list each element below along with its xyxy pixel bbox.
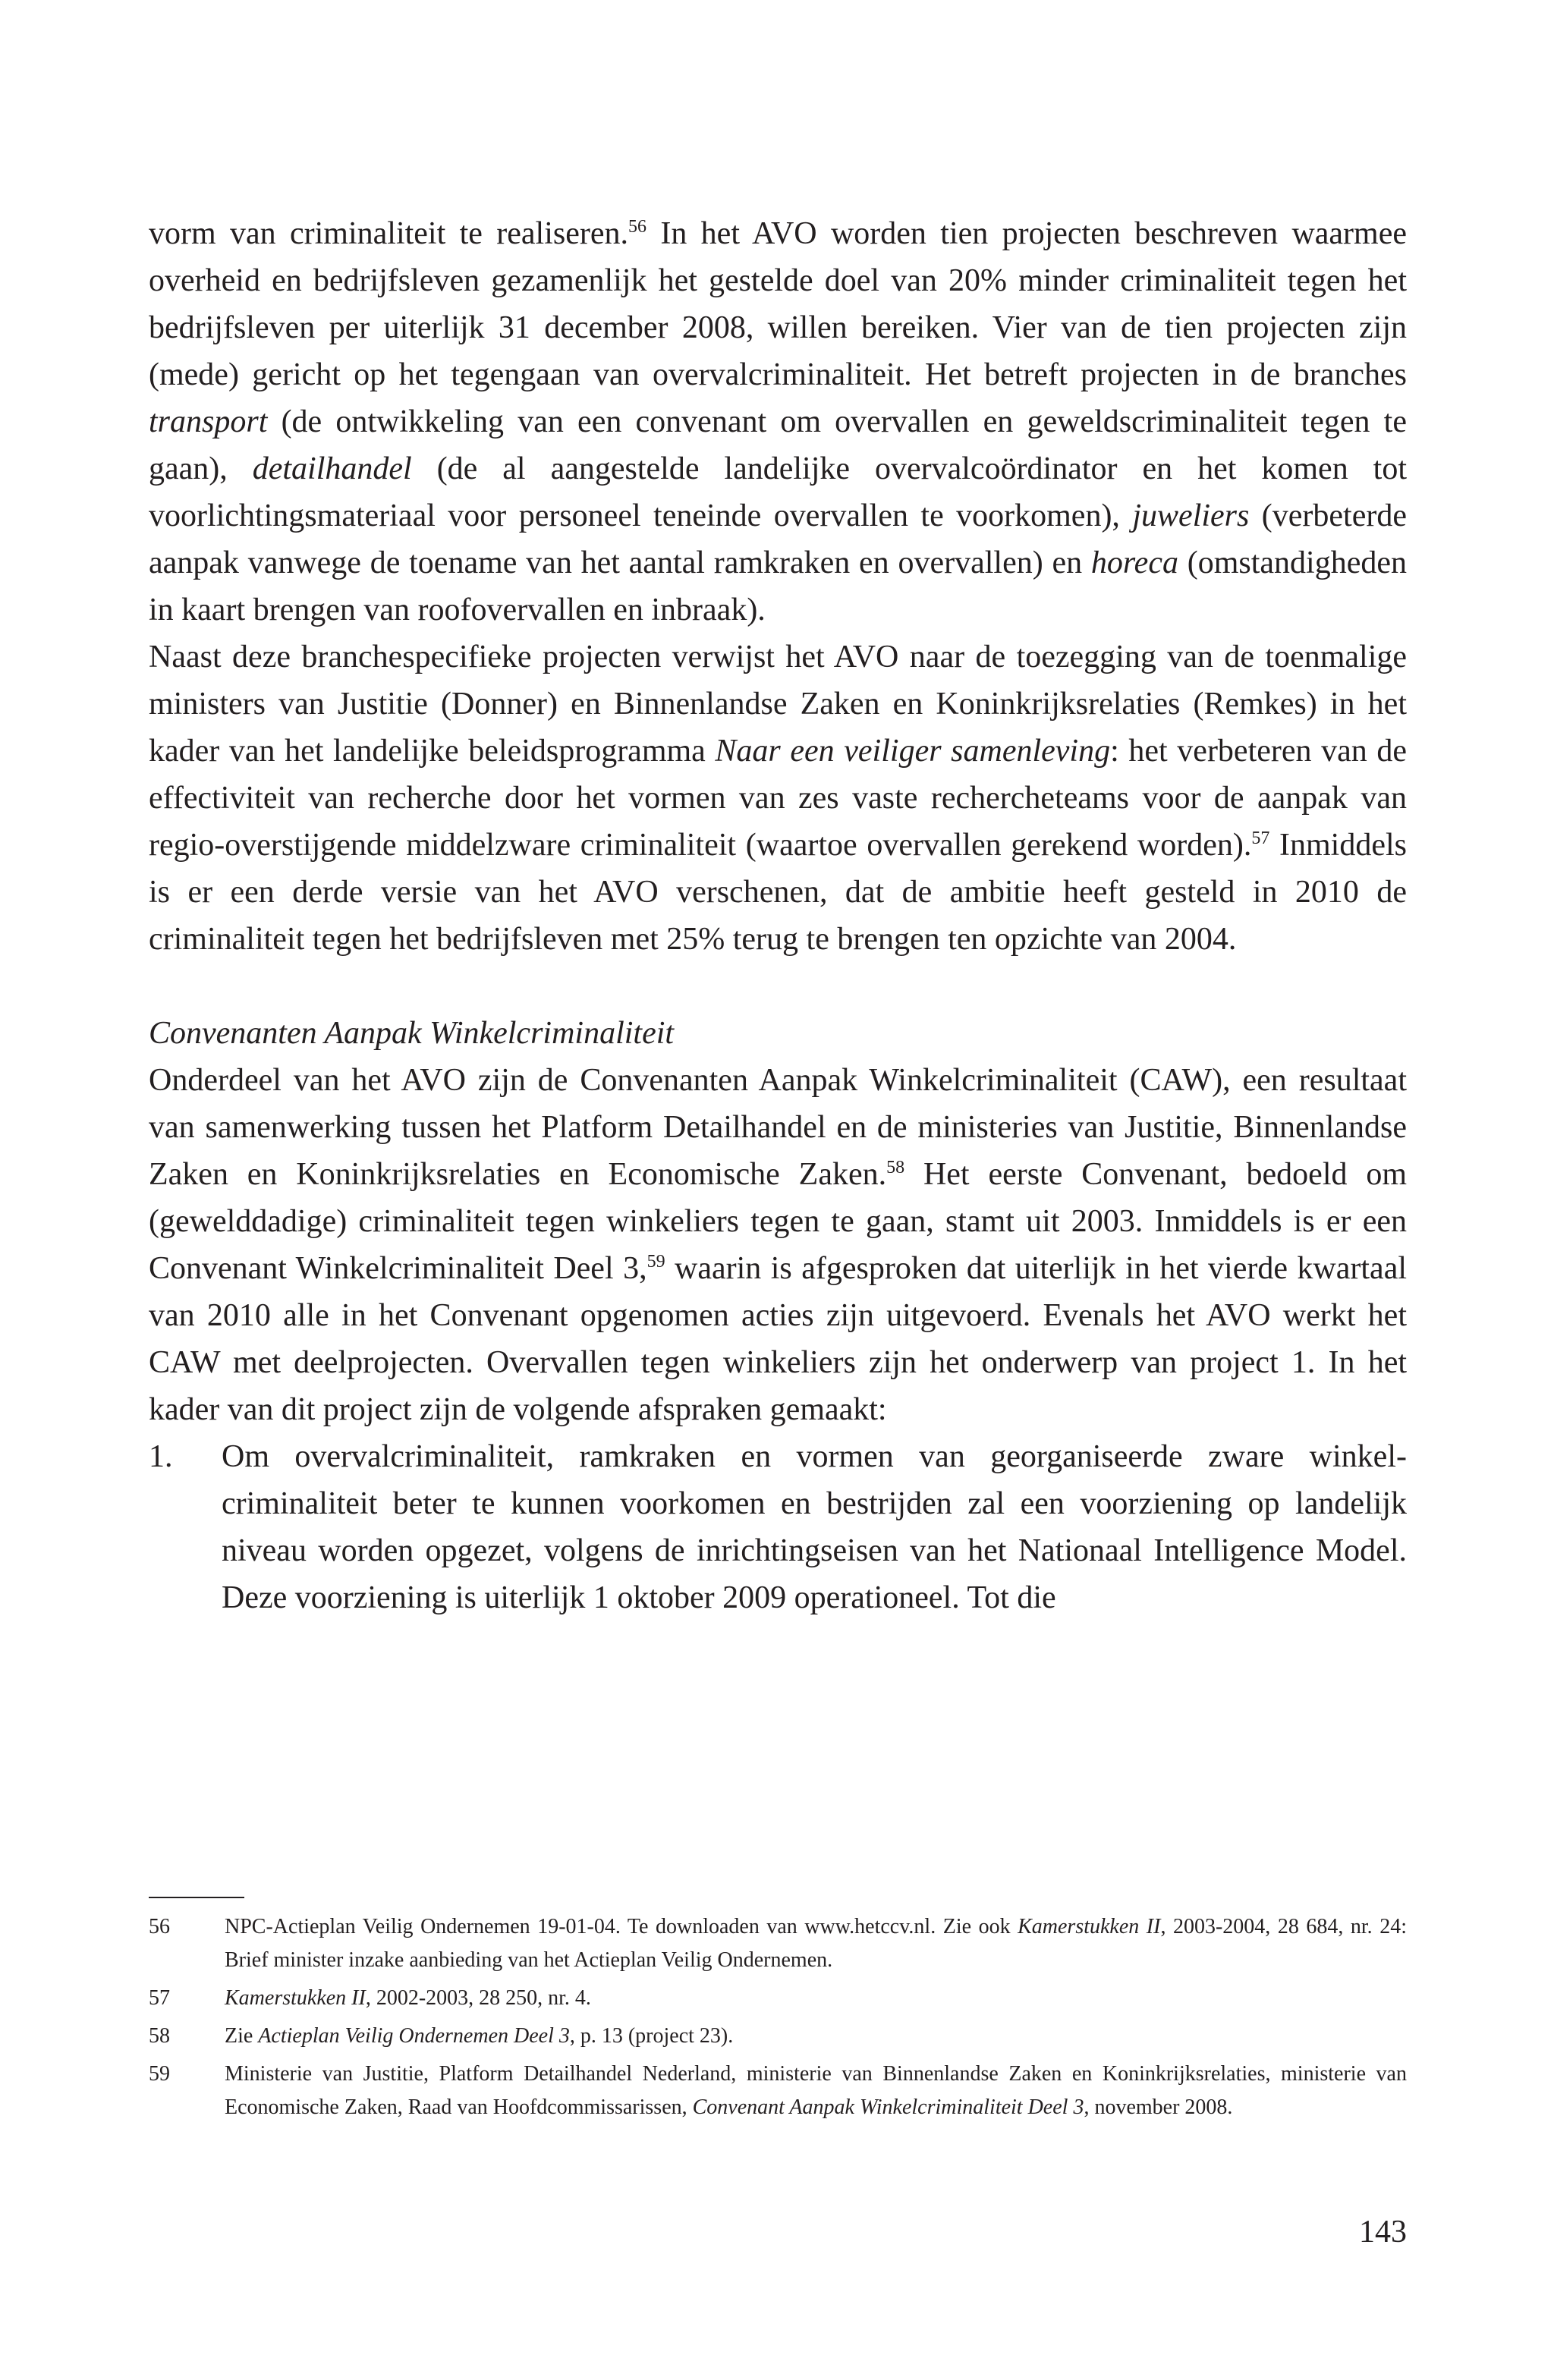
footnote-text: Zie bbox=[225, 2024, 259, 2048]
text-run: vorm van criminaliteit te realiseren. bbox=[149, 216, 628, 251]
text-run: Het eerste Convenant, bedoeld om (gewelddadige) criminaliteit tegen winkeliers tegen te gaan, stamt uit 2003. Inmiddels is er een Convenant Winkelcriminaliteit Deel 3, bbox=[149, 1157, 1408, 1286]
footnote-number: 57 bbox=[149, 1986, 170, 2010]
paragraph-3 bbox=[149, 1057, 1407, 1433]
footnote-text: , 2003-2004, 28 684, nr. 24: Brief minister inzake aanbieding van het Actieplan Veilig Ondernemen. bbox=[225, 1915, 1407, 1972]
text-run: (de ontwikkeling van een convenant om overvallen en geweldscriminaliteit tegen te gaan), bbox=[149, 404, 1407, 486]
text-run: (de al aangestelde landelijke overvalcoördinator en het komen tot voorlichtingsmateriaal voor personeel teneinde overvallen te voorkomen), bbox=[149, 451, 1407, 533]
footnote-58 bbox=[149, 2020, 1407, 2053]
footnote-number: 59 bbox=[149, 2062, 170, 2086]
list-item bbox=[149, 1433, 1407, 1621]
footnote-text: , p. 13 (project 23). bbox=[569, 2024, 734, 2048]
list-number: 1. bbox=[149, 1439, 173, 1474]
text-run: (verbeterde aanpak vanwege de toename van het aantal ramkraken en overvallen) en bbox=[149, 498, 1407, 580]
paragraph-gap bbox=[149, 963, 1407, 1010]
footnote-ref-58: 58 bbox=[886, 1158, 905, 1177]
footnote-59 bbox=[149, 2058, 1407, 2124]
footnote-italic: Kamerstukken II bbox=[225, 1986, 366, 2010]
footnote-italic: Kamerstukken II bbox=[1018, 1915, 1161, 1938]
text-run: waarin is afgesproken dat uiterlijk in het vierde kwartaal van 2010 alle in het Convenant opgenomen acties zijn uitgevoerd. Evenals het AVO werkt het CAW met deelprojecten. Overvallen tegen winkeliers zijn het onderwerp van project 1. In het kader van dit project zijn de volgende afspraken gemaakt: bbox=[149, 1251, 1407, 1427]
footnotes bbox=[149, 1910, 1407, 2129]
italic-term: horeca bbox=[1090, 545, 1178, 580]
footnote-ref-59: 59 bbox=[646, 1252, 665, 1272]
footnote-56 bbox=[149, 1910, 1407, 1977]
text-run: In het AVO worden tien projecten beschreven waarmee overheid en bedrijfsleven gezamenlijk het gestelde doel van 20% minder criminaliteit tegen het bedrijfsleven per uiterlijk 31 december 2008, willen bereiken. Vier van de tien projecten zijn (mede) gericht op het tegengaan van overvalcriminaliteit. Het betreft projecten in de branches bbox=[149, 216, 1407, 392]
text-run: (omstandigheden in kaart brengen van roofovervallen en inbraak). bbox=[149, 545, 1408, 627]
footnote-text: NPC-Actieplan Veilig Ondernemen 19-01-04. Te downloaden van www.hetccv.nl. Zie ook bbox=[225, 1915, 1018, 1938]
footnote-text: , november 2008. bbox=[1084, 2095, 1233, 2119]
footnote-text: , 2002-2003, 28 250, nr. 4. bbox=[365, 1986, 591, 2010]
list-text: Om overvalcriminaliteit, ramkraken en vormen van georganiseerde zware winkelcriminaliteit beter te kunnen voorkomen en bestrijden zal een voorziening op landelijk niveau worden opgezet, volgens de inrichtingseisen van het Nationaal Intelligence Model. Deze voorziening is uiterlijk 1 oktober 2009 operationeel. Tot die bbox=[222, 1439, 1407, 1615]
footnote-number: 58 bbox=[149, 2024, 170, 2048]
italic-term: transport bbox=[149, 404, 268, 439]
footnote-ref-56: 56 bbox=[628, 217, 646, 237]
section-heading: Convenanten Aanpak Winkelcriminaliteit bbox=[149, 1016, 675, 1051]
paragraph-2 bbox=[149, 634, 1407, 963]
text-run: : het verbeteren van de effectiviteit van recherche door het vormen van zes vaste rechercheteams voor de aanpak van regio-overstijgende middelzware criminaliteit (waartoe overvallen gerekend worden). bbox=[149, 734, 1408, 863]
body-text bbox=[149, 210, 1407, 1621]
page-number: 143 bbox=[1359, 2215, 1407, 2250]
text-run: Inmiddels is er een derde versie van het AVO verschenen, dat de ambitie heeft gesteld in 2010 de criminaliteit tegen het bedrijfsleven met 25% terug te brengen ten opzichte van 2004. bbox=[149, 828, 1407, 957]
footnote-divider bbox=[149, 1897, 244, 1898]
paragraph-1 bbox=[149, 210, 1407, 634]
text-run: Onderdeel van het AVO zijn de Convenanten Aanpak Winkelcriminaliteit (CAW), een resultaat van samenwerking tussen het Platform Detailhandel en de ministeries van Justitie, Binnenlandse Zaken en Koninkrijksrelaties en Economische Zaken. bbox=[149, 1063, 1407, 1192]
footnote-italic: Convenant Aanpak Winkelcriminaliteit Deel 3 bbox=[692, 2095, 1084, 2119]
footnote-text: Ministerie van Justitie, Platform Detailhandel Nederland, ministerie van Binnenlandse Zaken en Koninkrijksrelaties, ministerie van Economische Zaken, Raad van Hoofdcommissarissen, bbox=[225, 2062, 1407, 2119]
footnote-number: 56 bbox=[149, 1915, 170, 1938]
italic-term: juweliers bbox=[1132, 498, 1250, 533]
footnote-57 bbox=[149, 1982, 1407, 2015]
text-run: Naast deze branchespecifieke projecten verwijst het AVO naar de toezegging van de toenmalige ministers van Justitie (Donner) en Binnenlandse Zaken en Koninkrijksrelaties (Remkes) in het kader van het landelijke beleidsprogramma bbox=[149, 640, 1407, 769]
footnote-ref-57: 57 bbox=[1251, 828, 1270, 848]
italic-term: detailhandel bbox=[252, 451, 412, 486]
footnote-italic: Actieplan Veilig Ondernemen Deel 3 bbox=[258, 2024, 570, 2048]
italic-title: Naar een veiliger samenleving bbox=[715, 734, 1111, 769]
